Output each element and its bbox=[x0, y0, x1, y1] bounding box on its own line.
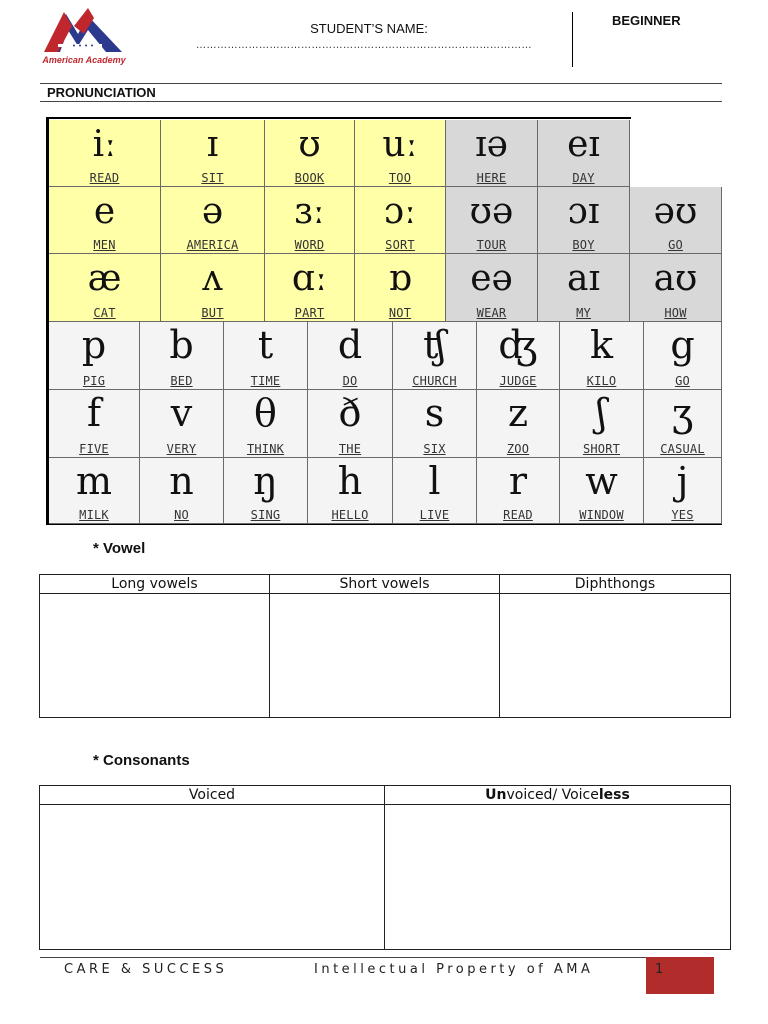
voiced-cell[interactable] bbox=[40, 805, 385, 950]
ipa-symbol: v bbox=[170, 391, 193, 435]
ipa-example-word: HOW bbox=[664, 306, 687, 320]
footer-rule bbox=[40, 957, 646, 958]
ipa-symbol: m bbox=[75, 459, 113, 503]
ipa-symbol: əʊ bbox=[653, 191, 698, 232]
ipa-symbol: ə bbox=[201, 191, 224, 232]
short-vowels-cell[interactable] bbox=[270, 594, 500, 718]
ipa-example-word: MEN bbox=[93, 238, 116, 252]
vowel-table-header bbox=[40, 575, 731, 594]
diphthongs-cell[interactable] bbox=[500, 594, 731, 718]
ipa-symbol: r bbox=[508, 459, 528, 503]
ipa-symbol: j bbox=[676, 459, 689, 503]
ipa-example-word: READ bbox=[89, 171, 120, 185]
ipa-symbol: ɪ bbox=[206, 124, 219, 165]
ipa-example-word: PIG bbox=[82, 374, 106, 388]
ipa-example-word: CAT bbox=[93, 306, 116, 320]
ipa-cell bbox=[49, 120, 161, 187]
ipa-cell bbox=[161, 254, 265, 322]
ipa-cell bbox=[393, 322, 477, 390]
ipa-cell bbox=[224, 322, 308, 390]
ipa-example-word: HERE bbox=[476, 171, 507, 185]
ipa-example-word: GO bbox=[668, 238, 683, 252]
ipa-symbol: l bbox=[428, 459, 441, 503]
ipa-cell bbox=[265, 120, 355, 187]
ipa-symbol: ʒ bbox=[671, 391, 694, 435]
ipa-cell bbox=[161, 187, 265, 254]
ipa-cell bbox=[140, 322, 224, 390]
col-unvoiced-middle: voiced/ Voice bbox=[506, 787, 599, 803]
ipa-cell bbox=[393, 390, 477, 458]
ipa-cell bbox=[477, 390, 560, 458]
student-name-label: STUDENT’S NAME: bbox=[310, 21, 428, 36]
col-unvoiced bbox=[385, 786, 731, 805]
ipa-symbol: eə bbox=[470, 258, 513, 299]
logo-mountain-icon bbox=[44, 8, 124, 54]
ipa-example-word: SING bbox=[250, 508, 281, 522]
ipa-example-word: TOUR bbox=[476, 238, 507, 252]
ipa-cell bbox=[355, 254, 446, 322]
ipa-cell bbox=[630, 187, 722, 254]
ipa-example-word: WEAR bbox=[476, 306, 507, 320]
ipa-cell bbox=[265, 187, 355, 254]
ipa-example-word: SIX bbox=[423, 442, 446, 456]
ipa-example-word: TOO bbox=[388, 171, 412, 185]
ipa-example-word: GO bbox=[675, 374, 690, 388]
ipa-cell bbox=[560, 458, 644, 524]
ipa-example-word: AMERICA bbox=[186, 238, 239, 252]
ipa-cell bbox=[49, 458, 140, 524]
ipa-example-word: LIVE bbox=[419, 508, 450, 522]
ipa-example-word: CHURCH bbox=[412, 374, 457, 388]
ipa-cell bbox=[308, 322, 393, 390]
footer-copyright: Intellectual Property of AMA bbox=[314, 962, 594, 977]
consonant-heading: * Consonants bbox=[93, 752, 190, 769]
ipa-symbol: t bbox=[257, 323, 274, 367]
col-short-vowels: Short vowels bbox=[270, 575, 500, 594]
ipa-cell bbox=[477, 458, 560, 524]
ipa-cell bbox=[446, 254, 538, 322]
ipa-example-word: PART bbox=[294, 306, 325, 320]
page-number: 1 bbox=[655, 962, 664, 977]
ipa-symbol: æ bbox=[87, 258, 122, 299]
ipa-example-word: DAY bbox=[572, 171, 595, 185]
ipa-symbol: iː bbox=[92, 124, 117, 165]
ipa-symbol: ʤ bbox=[498, 323, 538, 367]
header-rule-bottom bbox=[40, 101, 722, 102]
vowel-table bbox=[39, 574, 731, 718]
american-academy-logo bbox=[38, 8, 130, 66]
ipa-cell bbox=[446, 120, 538, 187]
ipa-symbol: uː bbox=[382, 124, 418, 165]
ipa-cell bbox=[224, 390, 308, 458]
ipa-cell bbox=[644, 390, 722, 458]
ipa-symbol: ɔː bbox=[383, 191, 417, 232]
ipa-example-word: WINDOW bbox=[579, 508, 624, 522]
ipa-symbol: z bbox=[507, 391, 529, 435]
ipa-symbol: ɜː bbox=[294, 191, 325, 232]
col-unvoiced-suffix: less bbox=[598, 787, 630, 803]
ipa-cell bbox=[477, 322, 560, 390]
ipa-cell bbox=[355, 120, 446, 187]
ipa-cell bbox=[224, 458, 308, 524]
ipa-symbol: k bbox=[589, 323, 614, 367]
ipa-example-word: BOY bbox=[572, 238, 595, 252]
ipa-example-word: WORD bbox=[294, 238, 325, 252]
ipa-example-word: MY bbox=[576, 306, 591, 320]
ipa-cell bbox=[630, 254, 722, 322]
ipa-example-word: DO bbox=[342, 374, 358, 388]
ipa-symbol: d bbox=[337, 323, 363, 367]
ipa-cell bbox=[49, 390, 140, 458]
ipa-symbol: ʊə bbox=[469, 191, 514, 232]
chart-frame-top bbox=[46, 117, 631, 119]
vowel-heading: * Vowel bbox=[93, 540, 146, 557]
ipa-cell bbox=[393, 458, 477, 524]
ipa-cell bbox=[355, 187, 446, 254]
long-vowels-cell[interactable] bbox=[40, 594, 270, 718]
ipa-symbol: ʧ bbox=[423, 323, 446, 367]
ipa-symbol: g bbox=[670, 323, 695, 367]
ipa-example-word: TIME bbox=[250, 374, 281, 388]
ipa-cell bbox=[560, 322, 644, 390]
ipa-cell bbox=[308, 458, 393, 524]
ipa-example-word: CASUAL bbox=[660, 442, 705, 456]
ipa-symbol: f bbox=[86, 391, 102, 435]
ipa-cell bbox=[140, 390, 224, 458]
ipa-symbol: ð bbox=[338, 391, 362, 435]
col-unvoiced-prefix: Un bbox=[485, 787, 507, 803]
ipa-symbol: ʌ bbox=[202, 258, 223, 299]
ipa-cell bbox=[49, 187, 161, 254]
ipa-chart bbox=[46, 117, 726, 529]
ipa-symbol: n bbox=[169, 459, 194, 503]
col-long-vowels: Long vowels bbox=[40, 575, 270, 594]
ipa-symbol: ɔɪ bbox=[567, 191, 600, 232]
ipa-cell bbox=[538, 120, 630, 187]
ipa-example-word: BED bbox=[170, 374, 193, 388]
ipa-cell bbox=[538, 187, 630, 254]
ipa-example-word: HELLO bbox=[331, 508, 369, 522]
ipa-symbol: e bbox=[93, 191, 116, 232]
ipa-example-word: THE bbox=[338, 442, 362, 456]
ipa-example-word: ZOO bbox=[506, 442, 530, 456]
ipa-example-word: NOT bbox=[388, 306, 412, 320]
ipa-cell bbox=[644, 458, 722, 524]
ipa-example-word: NO bbox=[174, 508, 189, 522]
ipa-example-word: SHORT bbox=[582, 442, 621, 456]
ipa-symbol: ɑː bbox=[291, 258, 328, 299]
ipa-symbol: θ bbox=[254, 391, 277, 435]
ipa-example-word: READ bbox=[503, 508, 533, 522]
ipa-symbol: p bbox=[81, 323, 107, 367]
consonant-table-row bbox=[40, 805, 731, 950]
ipa-symbol: ʃ bbox=[596, 391, 607, 435]
student-name-field[interactable]: …………………………………………………………………………………… bbox=[196, 40, 532, 51]
ipa-cell bbox=[538, 254, 630, 322]
footer-motto: CARE & SUCCESS bbox=[64, 962, 228, 977]
ipa-cell bbox=[560, 390, 644, 458]
ipa-example-word: BOOK bbox=[294, 171, 325, 185]
ipa-cell bbox=[265, 254, 355, 322]
ipa-symbol: s bbox=[424, 391, 445, 435]
ipa-example-word: KILO bbox=[586, 374, 617, 388]
consonant-table-header bbox=[40, 786, 731, 805]
ipa-example-word: VERY bbox=[166, 442, 197, 456]
ipa-symbol: ŋ bbox=[253, 459, 278, 503]
ipa-symbol: ɒ bbox=[388, 258, 412, 299]
ipa-example-word: THINK bbox=[246, 442, 285, 456]
ipa-symbol: aʊ bbox=[653, 258, 698, 299]
vowel-table-row bbox=[40, 594, 731, 718]
ipa-symbol: w bbox=[585, 459, 618, 503]
ipa-cell bbox=[49, 254, 161, 322]
ipa-symbol: b bbox=[169, 323, 194, 367]
ipa-cell bbox=[161, 120, 265, 187]
ipa-example-word: SORT bbox=[385, 238, 415, 252]
ipa-symbol: ʊ bbox=[298, 124, 321, 165]
ipa-example-word: SIT bbox=[201, 171, 224, 185]
header-rule-top bbox=[40, 83, 722, 84]
logo-text: American Academy bbox=[42, 55, 126, 65]
ipa-cell bbox=[308, 390, 393, 458]
ipa-symbol: eɪ bbox=[567, 124, 600, 165]
ipa-cell bbox=[140, 458, 224, 524]
level-label: BEGINNER bbox=[612, 13, 681, 28]
ipa-example-word: YES bbox=[671, 508, 694, 522]
consonant-table bbox=[39, 785, 731, 950]
ipa-symbol: h bbox=[337, 459, 363, 503]
header-divider bbox=[572, 12, 573, 67]
ipa-example-word: JUDGE bbox=[499, 374, 537, 388]
ipa-symbol: aɪ bbox=[567, 258, 600, 299]
page-number-box bbox=[646, 957, 714, 994]
ipa-symbol: ɪə bbox=[475, 124, 508, 165]
ipa-cell bbox=[644, 322, 722, 390]
ipa-cell bbox=[446, 187, 538, 254]
ipa-example-word: FIVE bbox=[79, 442, 109, 456]
col-diphthongs: Diphthongs bbox=[500, 575, 731, 594]
ipa-cell bbox=[49, 322, 140, 390]
unvoiced-cell[interactable] bbox=[385, 805, 731, 950]
ipa-example-word: BUT bbox=[201, 306, 224, 320]
ipa-example-word: MILK bbox=[79, 508, 109, 522]
section-title: PRONUNCIATION bbox=[47, 85, 156, 100]
col-voiced: Voiced bbox=[40, 786, 385, 805]
